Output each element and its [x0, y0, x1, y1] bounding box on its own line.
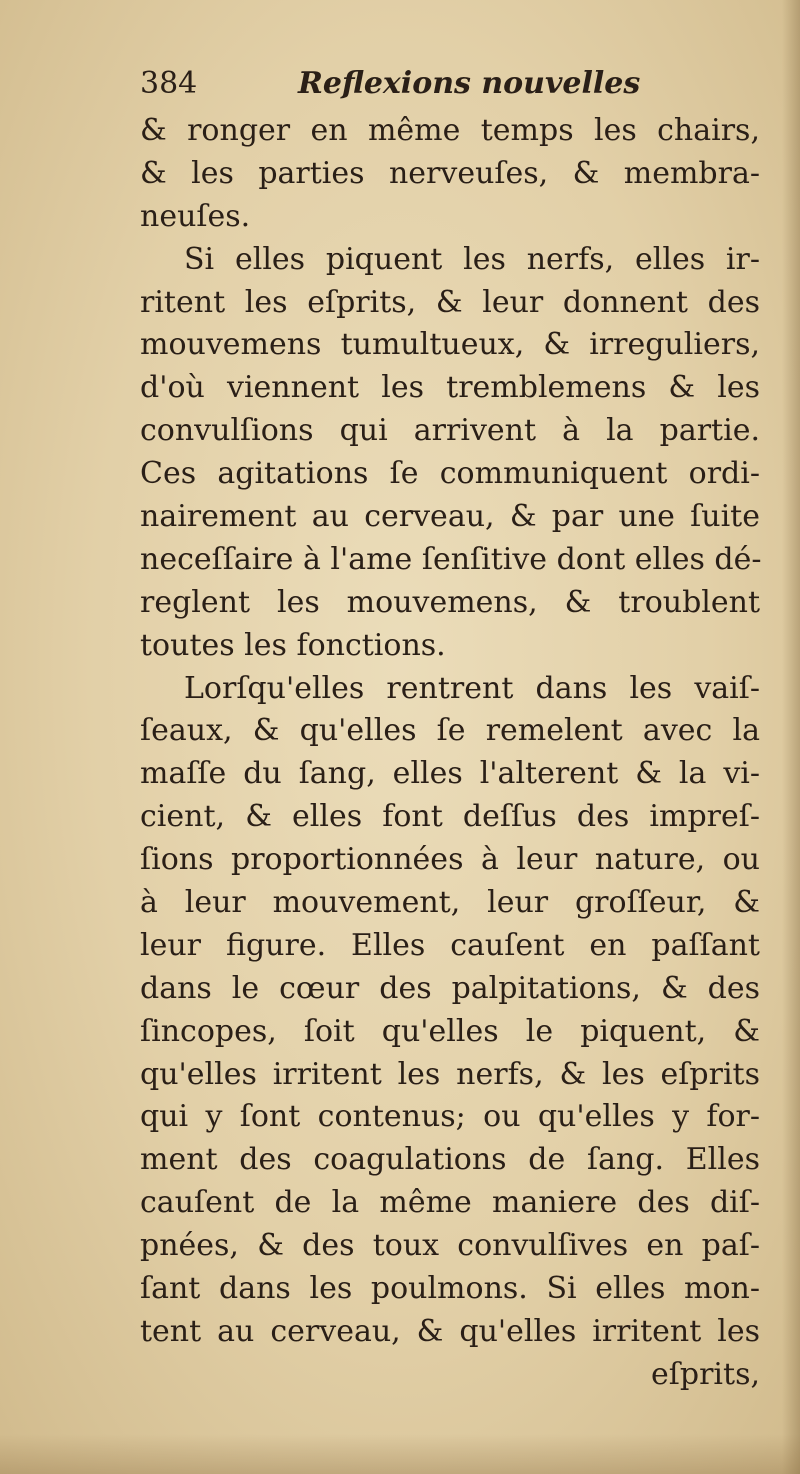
- text-line: qu'elles irritent les nerfs, & les eſprits: [140, 1056, 760, 1092]
- text-line: mouvemens tumultueux, & irreguliers,: [140, 327, 760, 363]
- text-line: & les parties nerveuſes, & membra-: [140, 155, 760, 191]
- text-line: Si elles piquent les nerfs, elles ir-: [184, 241, 760, 277]
- body-text: [140, 110, 760, 1397]
- catchword: eſprits,: [651, 1356, 760, 1392]
- running-title: Reflexions nouvelles: [298, 66, 641, 101]
- text-line: à leur mouvement, leur groſſeur, &: [140, 885, 760, 921]
- text-line: & ronger en même temps les chairs,: [140, 113, 760, 148]
- text-line: qui y ſont contenus; ou qu'elles y for-: [140, 1099, 760, 1135]
- text-line: toutes les fonctions.: [140, 627, 446, 663]
- text-line: neceſſaire à l'ame ſenſitive dont elles dé-: [140, 541, 762, 577]
- text-line: reglent les mouvemens, & troublent: [140, 584, 760, 620]
- text-line: cauſent de la même maniere des diſ-: [140, 1185, 760, 1221]
- text-line: pnées, & des toux convulſives en paſ-: [140, 1228, 760, 1264]
- text-line: ſincopes, ſoit qu'elles le piquent, &: [140, 1013, 760, 1049]
- page-bottom-shadow: [0, 1434, 800, 1474]
- text-line: ritent les eſprits, & leur donnent des: [140, 284, 760, 320]
- text-line: ment des coagulations de ſang. Elles: [140, 1142, 760, 1178]
- text-line: ſions proportionnées à leur nature, ou: [140, 842, 760, 878]
- text-line: neuſes.: [140, 198, 251, 234]
- text-line: tent au cerveau, & qu'elles irritent les: [140, 1313, 760, 1349]
- text-line: ſant dans les poulmons. Si elles mon-: [140, 1271, 760, 1307]
- text-line: leur figure. Elles cauſent en paſſant: [140, 927, 760, 963]
- text-line: Ces agitations ſe communiquent ordi-: [140, 456, 760, 492]
- text-line: convulſions qui arrivent à la partie.: [140, 413, 760, 449]
- text-line: cient, & elles font deſſus des impreſ-: [140, 799, 760, 835]
- text-line: maſſe du ſang, elles l'alterent & la vi-: [140, 756, 760, 792]
- page-number: 384: [140, 66, 198, 101]
- text-line: ſeaux, & qu'elles ſe remelent avec la: [140, 713, 760, 749]
- text-line: d'où viennent les tremblemens & les: [140, 370, 760, 406]
- running-head: [140, 64, 760, 104]
- text-line: dans le cœur des palpitations, & des: [140, 970, 760, 1006]
- text-line: Lorſqu'elles rentrent dans les vaiſ-: [184, 670, 760, 706]
- page-edge-shadow: [782, 0, 800, 1474]
- text-line: nairement au cerveau, & par une ſuite: [140, 499, 760, 535]
